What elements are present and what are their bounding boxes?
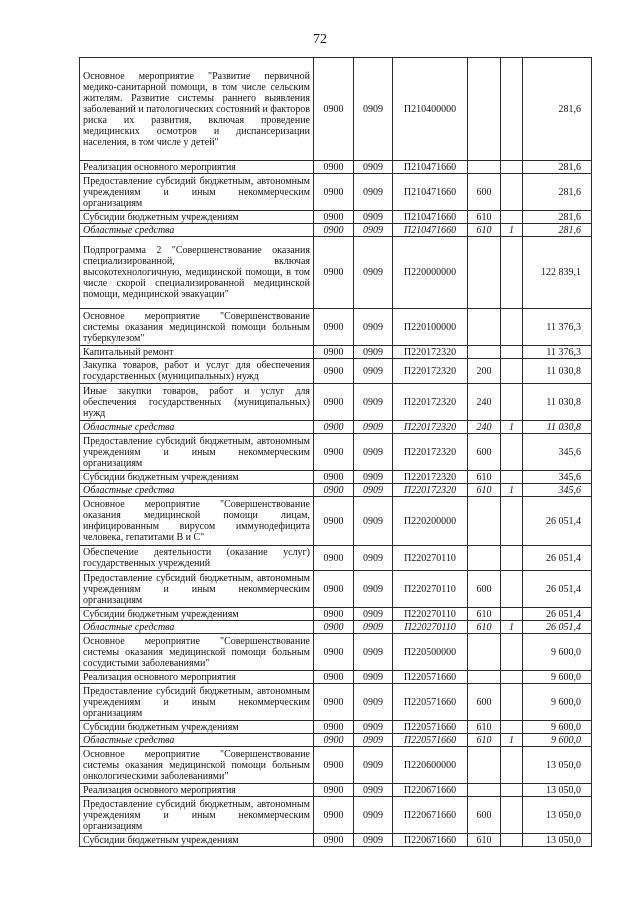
table-row [80, 58, 592, 161]
target-article-cell: П220270110 [393, 546, 468, 571]
row-name-cell: Основное мероприятие "Совершенствование системы оказания медицинской помощи больным сосудистыми заболеваниями" [80, 634, 314, 671]
section-code-cell: 0900 [314, 608, 354, 621]
budget-table [79, 57, 592, 847]
table-row [80, 634, 592, 671]
section-code-cell: 0900 [314, 309, 354, 346]
source-cell [501, 58, 523, 161]
subsection-code-cell: 0909 [354, 747, 393, 784]
budget-table-body [80, 58, 592, 847]
amount-cell: 281,6 [523, 174, 592, 211]
subsection-code-cell: 0909 [354, 58, 393, 161]
subsection-code-cell: 0909 [354, 546, 393, 571]
expense-type-cell [468, 634, 501, 671]
source-cell [501, 359, 523, 384]
expense-type-cell [468, 784, 501, 797]
table-row [80, 546, 592, 571]
table-row [80, 684, 592, 721]
section-code-cell: 0900 [314, 621, 354, 634]
expense-type-cell: 600 [468, 571, 501, 608]
target-article-cell: П220172320 [393, 421, 468, 434]
target-article-cell: П220200000 [393, 497, 468, 546]
expense-type-cell: 610 [468, 834, 501, 847]
expense-type-cell: 240 [468, 384, 501, 421]
subsection-code-cell: 0909 [354, 684, 393, 721]
amount-cell: 9 600,0 [523, 634, 592, 671]
section-code-cell: 0900 [314, 497, 354, 546]
amount-cell: 13 050,0 [523, 797, 592, 834]
source-cell: 1 [501, 484, 523, 497]
source-cell [501, 797, 523, 834]
amount-cell: 281,6 [523, 224, 592, 237]
amount-cell: 26 051,4 [523, 608, 592, 621]
expense-type-cell: 610 [468, 734, 501, 747]
table-row [80, 797, 592, 834]
source-cell [501, 608, 523, 621]
row-name-cell: Субсидии бюджетным учреждениям [80, 834, 314, 847]
expense-type-cell [468, 161, 501, 174]
expense-type-cell: 610 [468, 224, 501, 237]
subsection-code-cell: 0909 [354, 161, 393, 174]
table-row [80, 346, 592, 359]
target-article-cell: П220172320 [393, 471, 468, 484]
section-code-cell: 0900 [314, 224, 354, 237]
amount-cell: 9 600,0 [523, 684, 592, 721]
subsection-code-cell: 0909 [354, 571, 393, 608]
target-article-cell: П220000000 [393, 237, 468, 309]
table-row [80, 309, 592, 346]
row-name-cell: Подпрограмма 2 "Совершенствование оказания специализированной, включая высокотехнологичную, медицинской помощи, в том числе скорой специализированной медицинской помощи, медицинской эвакуации" [80, 237, 314, 309]
row-name-cell: Областные средства [80, 224, 314, 237]
table-row [80, 671, 592, 684]
source-cell [501, 471, 523, 484]
target-article-cell: П220270110 [393, 608, 468, 621]
table-row [80, 784, 592, 797]
target-article-cell: П220500000 [393, 634, 468, 671]
section-code-cell: 0900 [314, 421, 354, 434]
amount-cell: 345,6 [523, 484, 592, 497]
table-row [80, 174, 592, 211]
target-article-cell: П220172320 [393, 484, 468, 497]
subsection-code-cell: 0909 [354, 484, 393, 497]
subsection-code-cell: 0909 [354, 734, 393, 747]
target-article-cell: П210471660 [393, 174, 468, 211]
target-article-cell: П220571660 [393, 721, 468, 734]
amount-cell: 26 051,4 [523, 546, 592, 571]
table-row [80, 211, 592, 224]
expense-type-cell: 610 [468, 608, 501, 621]
row-name-cell: Закупка товаров, работ и услуг для обеспечения государственных (муниципальных) нужд [80, 359, 314, 384]
source-cell [501, 434, 523, 471]
expense-type-cell: 240 [468, 421, 501, 434]
row-name-cell: Основное мероприятие "Совершенствование системы оказания медицинской помощи больным онкологическими заболеваниями" [80, 747, 314, 784]
section-code-cell: 0900 [314, 359, 354, 384]
row-name-cell: Субсидии бюджетным учреждениям [80, 211, 314, 224]
source-cell [501, 784, 523, 797]
source-cell [501, 174, 523, 211]
expense-type-cell [468, 346, 501, 359]
source-cell: 1 [501, 224, 523, 237]
section-code-cell: 0900 [314, 161, 354, 174]
target-article-cell: П220571660 [393, 684, 468, 721]
table-row [80, 161, 592, 174]
target-article-cell: П220671660 [393, 834, 468, 847]
expense-type-cell [468, 747, 501, 784]
source-cell [501, 211, 523, 224]
amount-cell: 13 050,0 [523, 834, 592, 847]
amount-cell: 13 050,0 [523, 784, 592, 797]
amount-cell: 11 030,8 [523, 384, 592, 421]
table-row [80, 224, 592, 237]
source-cell: 1 [501, 421, 523, 434]
subsection-code-cell: 0909 [354, 309, 393, 346]
target-article-cell: П210471660 [393, 211, 468, 224]
expense-type-cell: 600 [468, 174, 501, 211]
subsection-code-cell: 0909 [354, 471, 393, 484]
source-cell [501, 384, 523, 421]
subsection-code-cell: 0909 [354, 608, 393, 621]
row-name-cell: Областные средства [80, 734, 314, 747]
section-code-cell: 0900 [314, 346, 354, 359]
target-article-cell: П220270110 [393, 571, 468, 608]
source-cell [501, 546, 523, 571]
section-code-cell: 0900 [314, 237, 354, 309]
source-cell: 1 [501, 734, 523, 747]
section-code-cell: 0900 [314, 174, 354, 211]
section-code-cell: 0900 [314, 834, 354, 847]
expense-type-cell: 610 [468, 211, 501, 224]
row-name-cell: Предоставление субсидий бюджетным, автономным учреждениям и иным некоммерческим организациям [80, 571, 314, 608]
expense-type-cell: 610 [468, 621, 501, 634]
subsection-code-cell: 0909 [354, 621, 393, 634]
row-name-cell: Предоставление субсидий бюджетным, автономным учреждениям и иным некоммерческим организациям [80, 684, 314, 721]
table-row [80, 571, 592, 608]
table-row [80, 721, 592, 734]
expense-type-cell: 200 [468, 359, 501, 384]
subsection-code-cell: 0909 [354, 346, 393, 359]
subsection-code-cell: 0909 [354, 359, 393, 384]
target-article-cell: П220172320 [393, 359, 468, 384]
row-name-cell: Иные закупки товаров, работ и услуг для обеспечения государственных (муниципальных) нужд [80, 384, 314, 421]
row-name-cell: Обеспечение деятельности (оказание услуг) государственных учреждений [80, 546, 314, 571]
table-row [80, 471, 592, 484]
section-code-cell: 0900 [314, 571, 354, 608]
section-code-cell: 0900 [314, 797, 354, 834]
subsection-code-cell: 0909 [354, 797, 393, 834]
page-number: 72 [313, 32, 327, 47]
subsection-code-cell: 0909 [354, 721, 393, 734]
section-code-cell: 0900 [314, 471, 354, 484]
expense-type-cell [468, 237, 501, 309]
target-article-cell: П220172320 [393, 346, 468, 359]
subsection-code-cell: 0909 [354, 211, 393, 224]
table-row [80, 237, 592, 309]
expense-type-cell: 600 [468, 684, 501, 721]
subsection-code-cell: 0909 [354, 671, 393, 684]
target-article-cell: П220571660 [393, 734, 468, 747]
expense-type-cell [468, 546, 501, 571]
row-name-cell: Предоставление субсидий бюджетным, автономным учреждениям и иным некоммерческим организациям [80, 797, 314, 834]
amount-cell: 9 600,0 [523, 721, 592, 734]
subsection-code-cell: 0909 [354, 384, 393, 421]
row-name-cell: Субсидии бюджетным учреждениям [80, 471, 314, 484]
amount-cell: 13 050,0 [523, 747, 592, 784]
amount-cell: 26 051,4 [523, 571, 592, 608]
source-cell [501, 571, 523, 608]
section-code-cell: 0900 [314, 546, 354, 571]
source-cell [501, 497, 523, 546]
section-code-cell: 0900 [314, 671, 354, 684]
row-name-cell: Субсидии бюджетным учреждениям [80, 608, 314, 621]
table-row [80, 608, 592, 621]
target-article-cell: П220100000 [393, 309, 468, 346]
expense-type-cell: 610 [468, 471, 501, 484]
amount-cell: 11 376,3 [523, 309, 592, 346]
subsection-code-cell: 0909 [354, 237, 393, 309]
row-name-cell: Предоставление субсидий бюджетным, автономным учреждениям и иным некоммерческим организациям [80, 174, 314, 211]
amount-cell: 281,6 [523, 161, 592, 174]
subsection-code-cell: 0909 [354, 224, 393, 237]
table-row [80, 734, 592, 747]
subsection-code-cell: 0909 [354, 434, 393, 471]
table-row [80, 621, 592, 634]
table-row [80, 484, 592, 497]
section-code-cell: 0900 [314, 434, 354, 471]
row-name-cell: Предоставление субсидий бюджетным, автономным учреждениям и иным некоммерческим организациям [80, 434, 314, 471]
amount-cell: 122 839,1 [523, 237, 592, 309]
target-article-cell: П220671660 [393, 797, 468, 834]
amount-cell: 9 600,0 [523, 734, 592, 747]
amount-cell: 11 376,3 [523, 346, 592, 359]
target-article-cell: П210400000 [393, 58, 468, 161]
table-row [80, 747, 592, 784]
row-name-cell: Основное мероприятие "Развитие первичной медико-санитарной помощи, в том числе сельским жителям. Развитие системы раннего выявления заболеваний и патологических состояний и факторов риска их развития, включая проведение медицинских осмотров и диспансеризации населения, в том числе у детей" [80, 58, 314, 161]
amount-cell: 11 030,8 [523, 421, 592, 434]
row-name-cell: Областные средства [80, 421, 314, 434]
amount-cell: 9 600,0 [523, 671, 592, 684]
table-row [80, 421, 592, 434]
target-article-cell: П210471660 [393, 224, 468, 237]
subsection-code-cell: 0909 [354, 497, 393, 546]
subsection-code-cell: 0909 [354, 834, 393, 847]
expense-type-cell [468, 671, 501, 684]
row-name-cell: Основное мероприятие "Совершенствование оказания медицинской помощи лицам, инфицированным вирусом иммунодефицита человека, гепатитами В и С" [80, 497, 314, 546]
source-cell [501, 721, 523, 734]
target-article-cell: П220270110 [393, 621, 468, 634]
section-code-cell: 0900 [314, 58, 354, 161]
subsection-code-cell: 0909 [354, 421, 393, 434]
amount-cell: 11 030,8 [523, 359, 592, 384]
amount-cell: 26 051,4 [523, 621, 592, 634]
section-code-cell: 0900 [314, 384, 354, 421]
subsection-code-cell: 0909 [354, 174, 393, 211]
section-code-cell: 0900 [314, 684, 354, 721]
table-row [80, 497, 592, 546]
row-name-cell: Областные средства [80, 621, 314, 634]
source-cell [501, 237, 523, 309]
expense-type-cell [468, 497, 501, 546]
section-code-cell: 0900 [314, 211, 354, 224]
source-cell [501, 161, 523, 174]
expense-type-cell: 600 [468, 797, 501, 834]
table-row [80, 359, 592, 384]
target-article-cell: П210471660 [393, 161, 468, 174]
section-code-cell: 0900 [314, 747, 354, 784]
table-row [80, 434, 592, 471]
row-name-cell: Реализация основного мероприятия [80, 784, 314, 797]
amount-cell: 281,6 [523, 211, 592, 224]
subsection-code-cell: 0909 [354, 634, 393, 671]
row-name-cell: Реализация основного мероприятия [80, 671, 314, 684]
row-name-cell: Реализация основного мероприятия [80, 161, 314, 174]
row-name-cell: Областные средства [80, 484, 314, 497]
amount-cell: 345,6 [523, 471, 592, 484]
section-code-cell: 0900 [314, 634, 354, 671]
expense-type-cell [468, 309, 501, 346]
expense-type-cell: 600 [468, 434, 501, 471]
source-cell [501, 346, 523, 359]
section-code-cell: 0900 [314, 721, 354, 734]
target-article-cell: П220600000 [393, 747, 468, 784]
amount-cell: 26 051,4 [523, 497, 592, 546]
table-row [80, 384, 592, 421]
subsection-code-cell: 0909 [354, 784, 393, 797]
row-name-cell: Капитальный ремонт [80, 346, 314, 359]
source-cell [501, 634, 523, 671]
target-article-cell: П220172320 [393, 384, 468, 421]
expense-type-cell [468, 58, 501, 161]
target-article-cell: П220172320 [393, 434, 468, 471]
source-cell [501, 834, 523, 847]
source-cell [501, 747, 523, 784]
target-article-cell: П220571660 [393, 671, 468, 684]
section-code-cell: 0900 [314, 484, 354, 497]
table-row [80, 834, 592, 847]
target-article-cell: П220671660 [393, 784, 468, 797]
amount-cell: 345,6 [523, 434, 592, 471]
section-code-cell: 0900 [314, 734, 354, 747]
source-cell [501, 671, 523, 684]
row-name-cell: Основное мероприятие "Совершенствование системы оказания медицинской помощи больным туберкулезом" [80, 309, 314, 346]
expense-type-cell: 610 [468, 484, 501, 497]
source-cell [501, 684, 523, 721]
section-code-cell: 0900 [314, 784, 354, 797]
row-name-cell: Субсидии бюджетным учреждениям [80, 721, 314, 734]
amount-cell: 281,6 [523, 58, 592, 161]
source-cell: 1 [501, 621, 523, 634]
source-cell [501, 309, 523, 346]
expense-type-cell: 610 [468, 721, 501, 734]
